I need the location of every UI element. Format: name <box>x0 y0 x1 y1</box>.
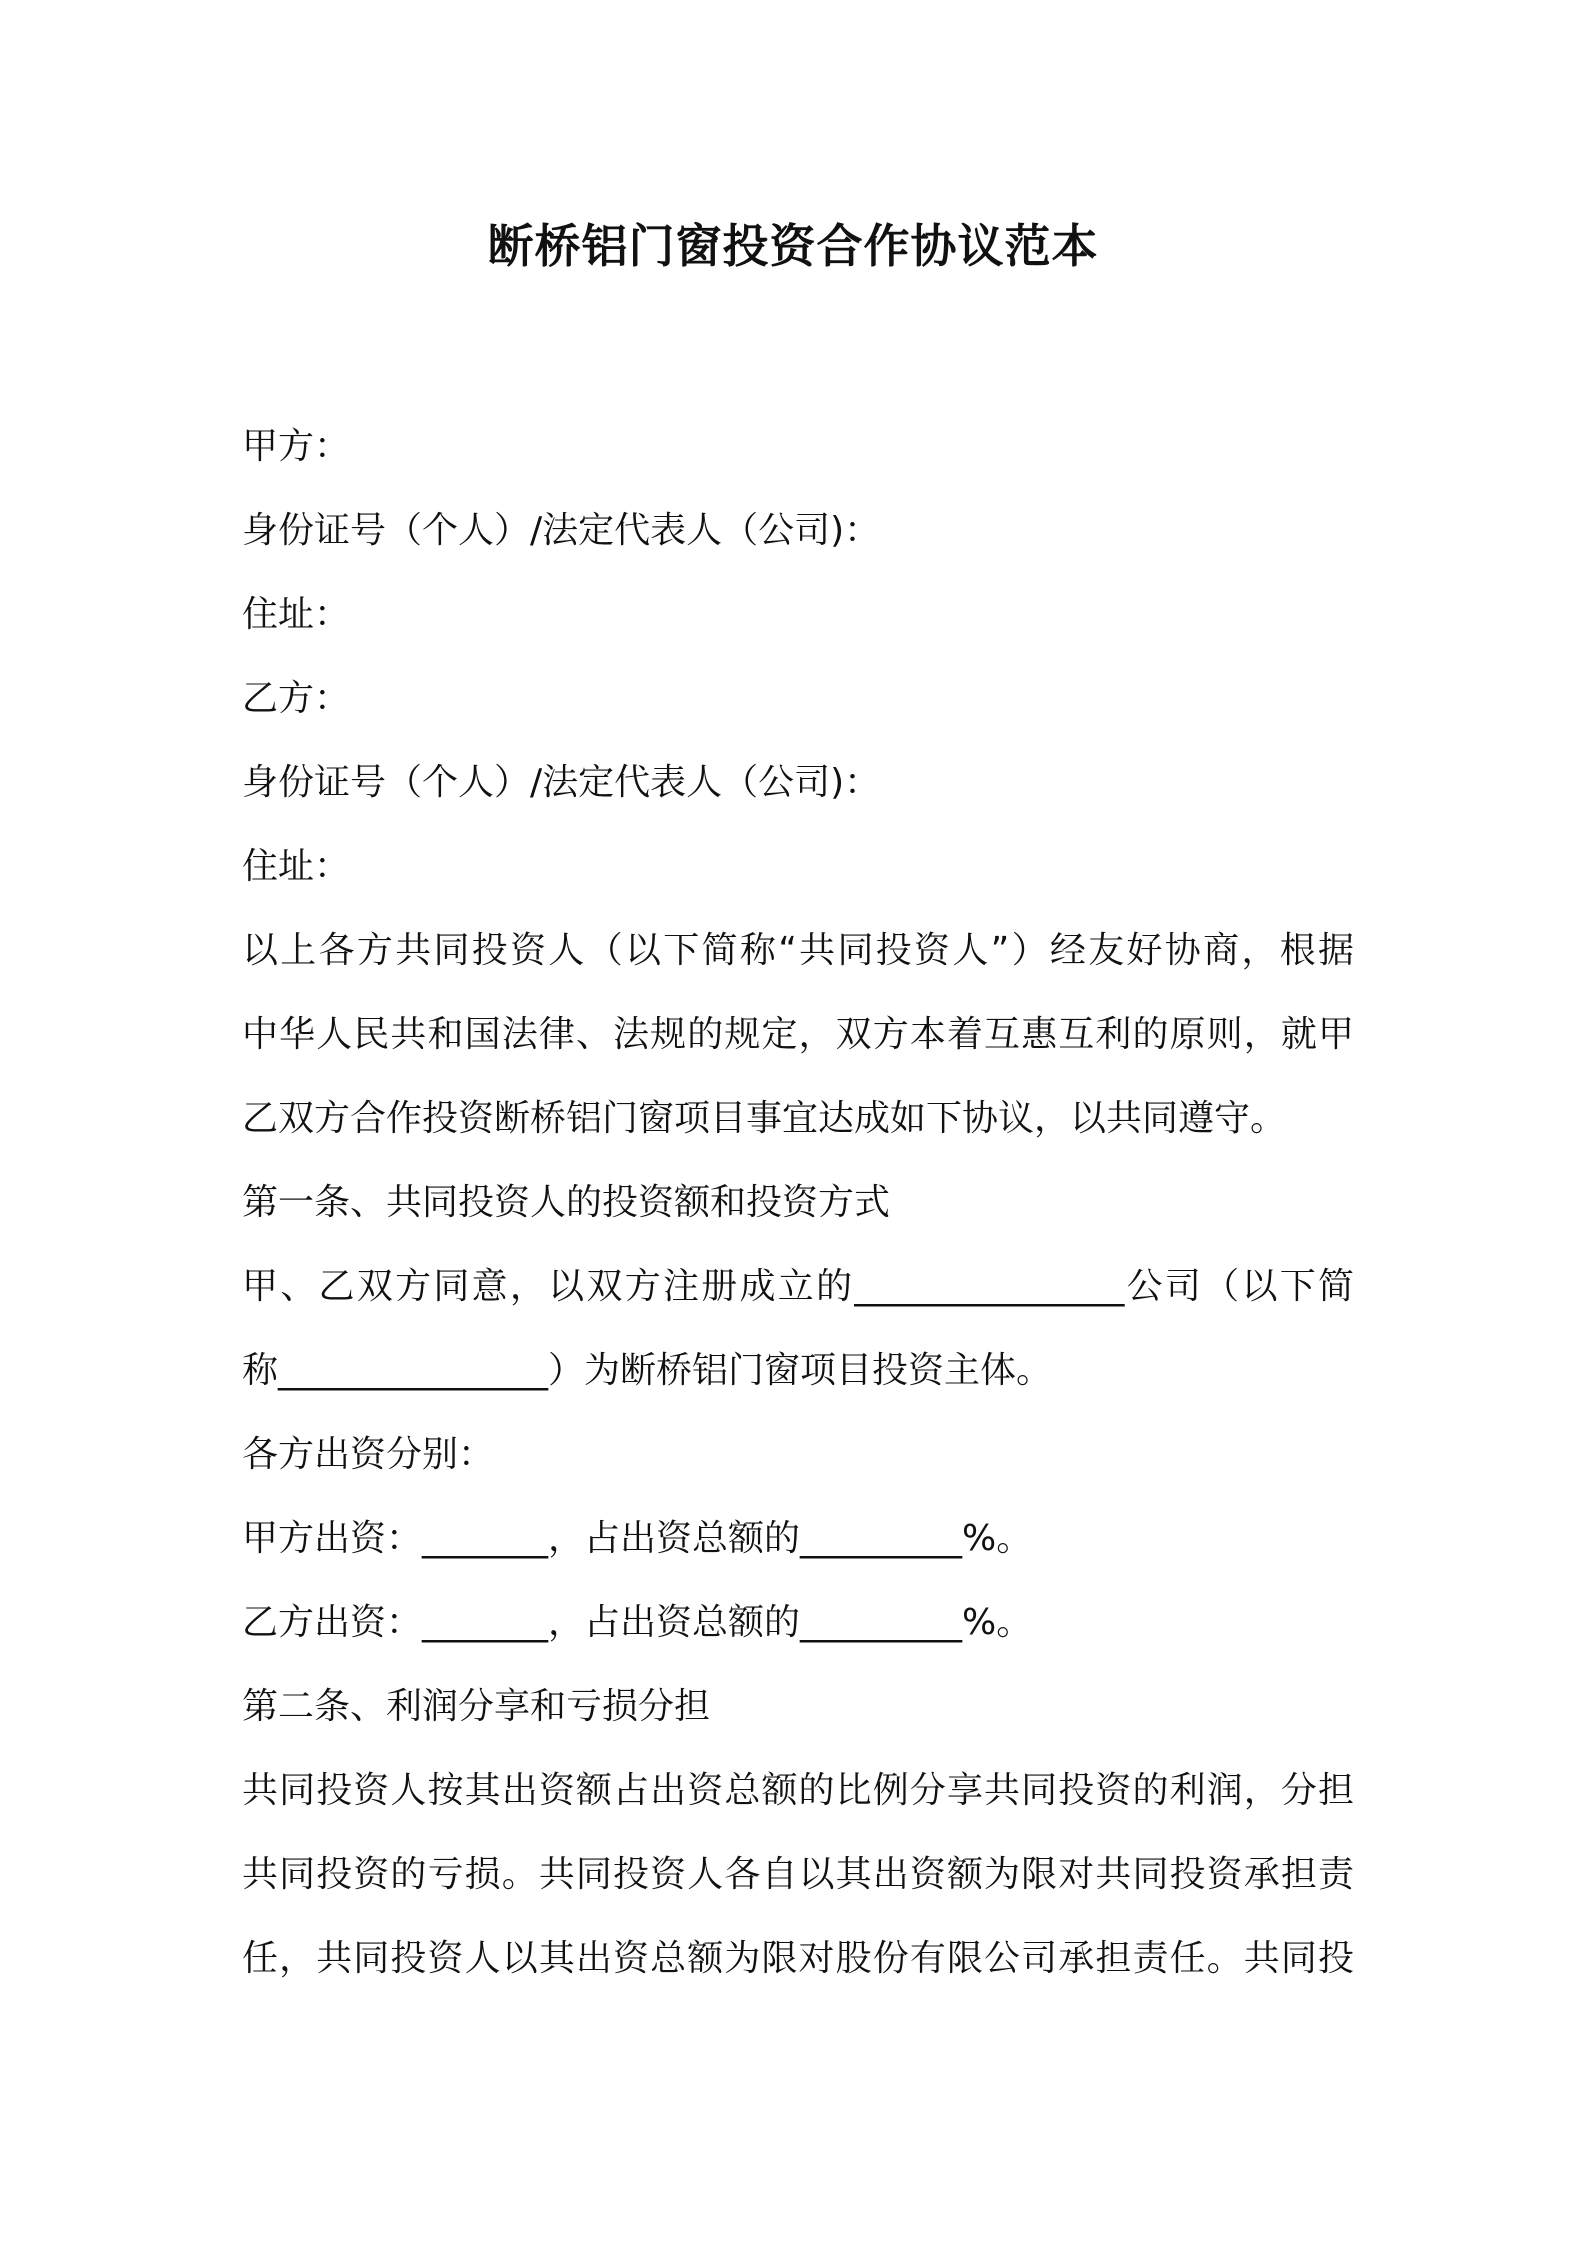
article-2-text: 共同投资人按其出资额占出资总额的比例分享共同投资的利润，分担 <box>242 1770 1354 1811</box>
preamble-line: 中华人民共和国法律、法规的规定，双方本着互惠互利的原则，就甲 <box>242 1014 1354 1055</box>
document-body <box>242 405 1354 2001</box>
party-a-label: 甲方： <box>242 426 351 467</box>
article-1-text: 称_______________）为断桥铝门窗项目投资主体。 <box>242 1350 1053 1391</box>
party-b-contribution: 乙方出资：_______，占出资总额的_________%。 <box>242 1602 1033 1643</box>
party-a-address-label: 住址： <box>242 594 351 635</box>
party-a-contribution: 甲方出资：_______，占出资总额的_________%。 <box>242 1518 1033 1559</box>
document-title: 断桥铝门窗投资合作协议范本 <box>487 219 1099 273</box>
article-1-text: 甲、乙双方同意，以双方注册成立的_______________公司（以下简 <box>242 1266 1354 1307</box>
party-b-label: 乙方： <box>242 678 351 719</box>
article-2-text: 任，共同投资人以其出资总额为限对股份有限公司承担责任。共同投 <box>242 1938 1354 1979</box>
preamble-line: 乙双方合作投资断桥铝门窗项目事宜达成如下协议，以共同遵守。 <box>242 1098 1287 1139</box>
contribution-heading: 各方出资分别： <box>242 1434 495 1475</box>
party-b-address-label: 住址： <box>242 846 351 887</box>
article-2-heading: 第二条、利润分享和亏损分担 <box>242 1686 711 1727</box>
article-2-text: 共同投资的亏损。共同投资人各自以其出资额为限对共同投资承担责 <box>242 1854 1354 1895</box>
article-1-heading: 第一条、共同投资人的投资额和投资方式 <box>242 1182 891 1223</box>
preamble-line: 以上各方共同投资人（以下简称“共同投资人”）经友好协商，根据 <box>242 930 1354 971</box>
party-b-id-label: 身份证号（个人）/法定代表人（公司)： <box>242 762 881 803</box>
party-a-id-label: 身份证号（个人）/法定代表人（公司)： <box>242 510 881 551</box>
